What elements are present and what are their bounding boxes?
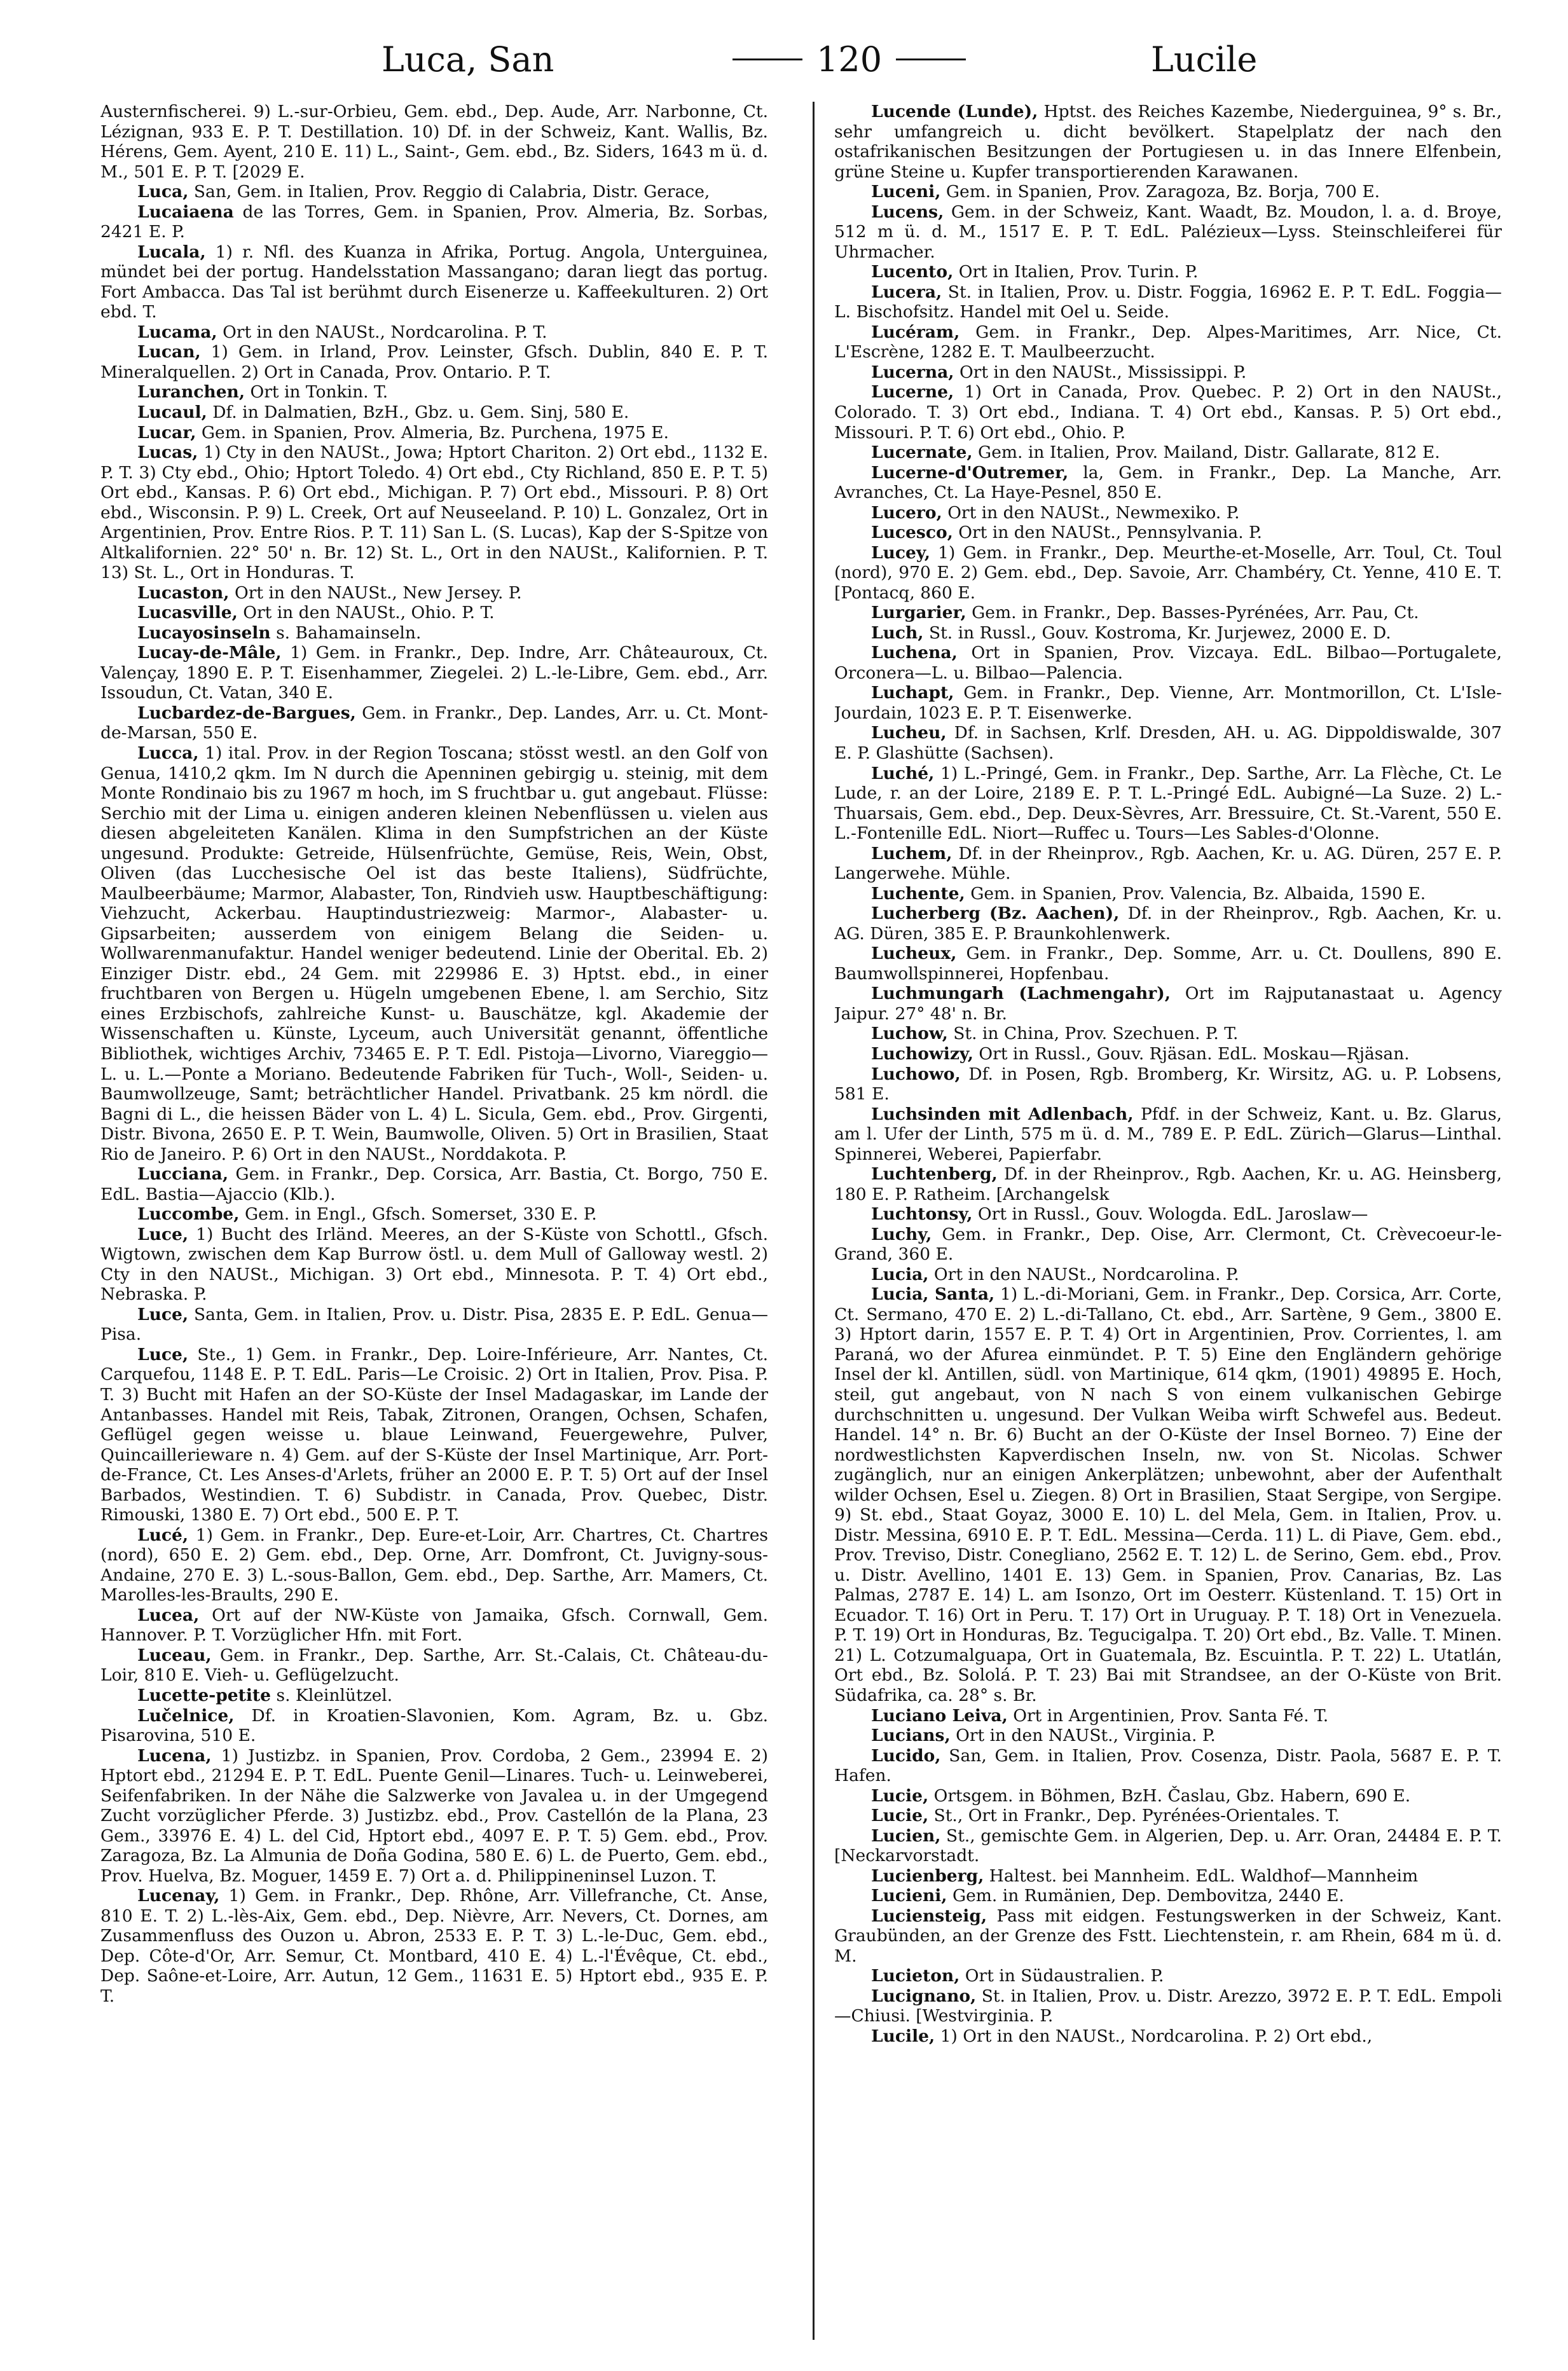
dictionary-entry [834, 202, 1502, 263]
dictionary-entry [100, 1605, 768, 1646]
dictionary-entry [834, 1986, 1502, 2026]
entry-headword: Lucheu, [871, 723, 947, 743]
entry-text: Gem. in Rumänien, Dep. Dembovitza, 2440 E. [947, 1886, 1344, 1906]
entry-headword: Lucerne, [871, 382, 954, 402]
entry-headword: Lucena, [137, 1745, 212, 1766]
entry-text: 1) ital. Prov. in der Region Toscana; stösst westl. an den Golf von Genua, 1410,2 qkm. Im N durch die Apenninen gebirgig u. steinig, mit dem Monte Rondinaio bis zu 1967 m hoch, im S fruchtbar u. gut angebaut. Flüsse: Serchio mit der Lima u. einigen anderen kleinen Nebenflüssen u. vielen aus diesen abgeleiteten Kanälen. Klima in den Sumpfstrichen an der Küste ungesund. Produkte: Getreide, Hülsenfrüchte, Gemüse, Reis, Wein, Obst, Oliven (das Lucchesische Oel ist das beste Italiens), Südfrüchte, Maulbeerbäume; Marmor, Alabaster, Ton, Rindvieh usw. Hauptbeschäftigung: Viehzucht, Ackerbau. Hauptindustriezweig: Marmor-, Alabaster- u. Gipsarbeiten; ausserdem von einigem Belang die Seiden- u. Wollwarenmanufaktur. Handel weniger bedeutend. Linie der Oberital. Eb. 2) Einziger Distr. ebd., 24 Gem. mit 229986 E. 3) Hptst. ebd., in einer fruchtbaren von Bergen u. Hügeln umgebenen Ebene, l. am Serchio, Sitz eines Erzbischofs, zahlreiche Kunst- u. Bauschätze, kgl. Akademie der Wissenschaften u. Künste, Lyceum, auch Universität genannt, öffentliche Bibliothek, wichtiges Archiv, 73465 E. P. T. Edl. Pistoja—Livorno, Viareggio—L. u. L.—Ponte a Moriano. Bedeutende Fabriken für Tuch-, Woll-, Seiden- u. Baumwollzeuge, Samt; beträchtlicher Handel. Privatbank. 25 km nördl. die Bagni di L., die heissen Bäder von L. 4) L. Sicula, Gem. ebd., Prov. Girgenti, Distr. Bivona, 2650 E. P. T. Wein, Baumwolle, Oliven. 5) Ort in Brasilien, Staat Rio de Janeiro. P. 6) Ort in den NAUSt., Norddakota. P. [100, 743, 768, 1164]
header-right-guide-word: Lucile [1151, 39, 1258, 79]
entry-headword: Lucciana, [137, 1164, 229, 1185]
entry-text: Gem. in der Schweiz, Kant. Waadt, Bz. Moudon, l. a. d. Broye, 512 m ü. d. M., 1517 E. P. T. EdL. Palézieux—Lyss. Steinschleiferei für Uhrmacher. [834, 202, 1502, 262]
entry-text: Gem. in Frankr., Dep. Vienne, Arr. Montmorillon, Ct. L'Isle-Jourdain, 1023 E. P. T. Eisenwerke. [834, 683, 1502, 723]
entry-headword: Lurgarier, [871, 603, 966, 623]
entry-headword: Lucherberg (Bz. Aachen), [871, 904, 1120, 924]
entry-text: Gem. in Frankr., Dep. Somme, Arr. u. Ct. Doullens, 890 E. Baumwollspinnerei, Hopfenbau. [834, 944, 1502, 984]
entry-text: Gem. in Frankr., Dep. Landes, Arr. u. Ct. Mont-de-Marsan, 550 E. [100, 703, 768, 743]
dictionary-entry [834, 1906, 1502, 1967]
dictionary-entry [834, 1104, 1502, 1165]
dictionary-entry [834, 463, 1502, 503]
entry-headword: Lucile, [871, 2026, 935, 2046]
dictionary-entry [100, 703, 768, 743]
entry-headword: Lucido, [871, 1745, 941, 1766]
dictionary-entry [100, 342, 768, 382]
entry-headword: Lucernate, [871, 443, 973, 463]
entry-headword: Luchena, [871, 643, 958, 663]
dictionary-entry [834, 683, 1502, 723]
entry-headword: Luciano Leiva, [871, 1705, 1008, 1726]
entry-text: Ort in den NAUSt., Pennsylvania. P. [952, 523, 1262, 543]
entry-headword: Lucera, [871, 282, 942, 302]
header-page-number [719, 39, 980, 79]
entry-headword: Lucians, [871, 1726, 951, 1746]
entry-text: Df. in der Rheinprov., Rgb. Aachen, Kr. u. AG. Heinsberg, 180 E. P. Ratheim. [Archangelsk [834, 1164, 1502, 1204]
entry-text: Ort in den NAUSt., Nordcarolina. P. T. [217, 322, 547, 342]
entry-text: Haltest. bei Mannheim. EdL. Waldhof—Mannheim [984, 1866, 1419, 1886]
dictionary-entry [100, 242, 768, 322]
dictionary-entry [100, 202, 768, 242]
dictionary-entry [834, 503, 1502, 523]
entry-text: St., gemischte Gem. in Algerien, Dep. u. Arr. Oran, 24484 E. P. T. [Neckarvorstadt. [834, 1825, 1502, 1866]
entry-text: Gem. in Spanien, Prov. Valencia, Bz. Albaida, 1590 E. [965, 883, 1426, 904]
entry-headword: Luranchen, [137, 382, 245, 402]
entry-text: Df. in Posen, Rgb. Bromberg, Kr. Wirsitz, AG. u. P. Lobsens, 581 E. [834, 1064, 1502, 1104]
entry-headword: Lucerna, [871, 362, 954, 382]
entry-text: Gem. in Italien, Prov. Mailand, Distr. Gallarate, 812 E. [972, 443, 1440, 463]
entry-text: Ort in Südaustralien. P. [959, 1966, 1164, 1986]
entry-text: Ort in Spanien, Prov. Vizcaya. EdL. Bilbao—Portugalete, Orconera—L. u. Bilbao—Palencia. [834, 643, 1502, 683]
entry-text: Ort in Russl., Gouv. Rjäsan. EdL. Moskau—Rjäsan. [973, 1043, 1410, 1064]
entry-headword: Lucbardez-de-Bargues, [137, 703, 356, 723]
entry-text: St. in Italien, Prov. u. Distr. Foggia, 16962 E. P. T. EdL. Foggia—L. Bischofsitz. Handel mit Oel u. Seide. [834, 282, 1502, 322]
dictionary-entry [834, 262, 1502, 282]
dictionary-entry [834, 1866, 1502, 1886]
entry-text: Ort in Argentinien, Prov. Santa Fé. T. [1007, 1705, 1329, 1726]
dictionary-entry [100, 643, 768, 703]
entry-text: Pfdf. in der Schweiz, Kant. u. Bz. Glarus, am l. Ufer der Linth, 575 m ü. d. M., 789 E. P. EdL. Zürich—Glarus—Linthal. Spinnerei, Weberei, Papierfabr. [834, 1104, 1502, 1164]
entry-headword: Lucende (Lunde), [871, 102, 1038, 121]
dictionary-entry [834, 1706, 1502, 1726]
dictionary-entry [834, 1024, 1502, 1044]
dictionary-entry [834, 182, 1502, 202]
dictionary-entry [834, 543, 1502, 603]
entry-text: Hptst. des Reiches Kazembe, Niederguinea, 9° s. Br., sehr umfangreich u. dicht bevölkert. Stapelplatz der nach den ostafrikanischen Besitzungen der Portugiesen u. in das Innere Elfenbein, grüne Steine u. Kupfer transportierenden Karawanen. [834, 102, 1502, 182]
header-left-guide-word: Luca, San [382, 39, 554, 79]
dictionary-entry [834, 1726, 1502, 1746]
dictionary-entry [100, 1706, 768, 1746]
dictionary-entry [100, 402, 768, 423]
entry-headword: Lucien, [871, 1825, 941, 1846]
entry-headword: Lucan, [137, 342, 201, 362]
dictionary-entry [100, 1305, 768, 1345]
entry-text: St., Ort in Frankr., Dep. Pyrénées-Orientales. T. [928, 1806, 1340, 1826]
entry-text: Austernfischerei. 9) L.-sur-Orbieu, Gem. ebd., Dep. Aude, Arr. Narbonne, Ct. Lézignan, 933 E. P. T. Destillation. 10) Df. in der Schweiz, Kant. Wallis, Bz. Hérens, Gem. Ayent, 210 E. 11) L., Saint-, Gem. ebd., Bz. Siders, 1643 m ü. d. M., 501 E. P. T. [2029 E. [100, 102, 768, 182]
entry-headword: Lucaiaena [137, 202, 234, 222]
dictionary-entry [100, 1345, 768, 1525]
entry-text: s. Bahamainseln. [270, 622, 422, 643]
entry-text: 1) Gem. in Frankr., Dep. Rhône, Arr. Villefranche, Ct. Anse, 810 E. T. 2) L.-lès-Aix, Gem. ebd., Dep. Nièvre, Arr. Nevers, Ct. Dornes, am Zusammenfluss des Ouzon u. Abron, 2533 E. P. T. 3) L.-le-Duc, Gem. ebd., Dep. Côte-d'Or, Arr. Semur, Ct. Montbard, 410 E. 4) L.-l'Évêque, Ct. ebd., Dep. Saône-et-Loire, Arr. Autun, 12 Gem., 11631 E. 5) Hptort ebd., 935 E. P. T. [100, 1886, 768, 2006]
entry-headword: Lucens, [871, 202, 944, 222]
entry-text: Ort in den NAUSt., Newmexiko. P. [942, 502, 1240, 523]
entry-headword: Lucca, [137, 743, 199, 763]
column-divider [813, 102, 815, 2340]
dictionary-entry [834, 1225, 1502, 1265]
dictionary-entry [834, 1284, 1502, 1705]
entry-headword: Luchowo, [871, 1064, 961, 1084]
entry-text: Ort in den NAUSt., Ohio. P. T. [237, 603, 495, 623]
entry-text: 1) Cty in den NAUSt., Jowa; Hptort Chariton. 2) Ort ebd., 1132 E. P. T. 3) Cty ebd., Ohio; Hptort Toledo. 4) Ort ebd., Cty Richland, 850 E. P. T. 5) Ort ebd., Kansas. P. 6) Ort ebd., Michigan. P. 7) Ort ebd., Missouri. P. 8) Ort ebd., Wisconsin. P. 9) L. Creek, Ort auf Neuseeland. P. 10) L. Gonzalez, Ort in Argentinien, Prov. Entre Rios. P. T. 11) San L. (S. Lucas), Kap der S-Spitze von Altkalifornien. 22° 50' n. Br. 12) St. L., Ort in den NAUSt., Kalifornien. P. T. 13) St. L., Ort in Honduras. T. [100, 443, 768, 583]
entry-headword: Lucé, [137, 1525, 189, 1545]
entry-text: 1) Gem. in Irland, Prov. Leinster, Gfsch. Dublin, 840 E. P. T. Mineralquellen. 2) Ort in Canada, Prov. Ontario. P. T. [100, 342, 768, 382]
entry-headword: Luchtonsy, [871, 1204, 973, 1225]
entry-headword: Luchow, [871, 1024, 948, 1044]
dictionary-entry [834, 884, 1502, 904]
entry-headword: Lucienberg, [871, 1866, 984, 1886]
entry-headword: Luchtenberg, [871, 1164, 998, 1185]
entry-text: St. in China, Prov. Szechuen. P. T. [947, 1024, 1239, 1044]
entry-headword: Lucea, [137, 1605, 200, 1625]
entry-headword: Lucheux, [871, 944, 957, 964]
entry-headword: Lucette-petite [137, 1685, 272, 1705]
page-number: 120 [816, 39, 883, 79]
dictionary-entry [100, 1164, 768, 1204]
entry-headword: Lucento, [871, 262, 954, 282]
entry-text: 1) Gem. in Frankr., Dep. Meurthe-et-Moselle, Arr. Toul, Ct. Toul (nord), 970 E. 2) Gem. ebd., Dep. Savoie, Arr. Chambéry, Ct. Yenne, 410 E. T. [Pontacq, 860 E. [834, 542, 1502, 603]
dictionary-entry [834, 603, 1502, 623]
dictionary-entry [100, 743, 768, 1164]
entry-headword: Luch, [871, 622, 924, 643]
entry-text: Santa, Gem. in Italien, Prov. u. Distr. Pisa, 2835 E. P. EdL. Genua—Pisa. [100, 1304, 768, 1345]
entry-headword: Lucerne-d'Outremer, [871, 462, 1069, 483]
dictionary-entry [100, 603, 768, 623]
dictionary-entry [834, 1064, 1502, 1104]
dictionary-entry [100, 443, 768, 583]
dictionary-entry [834, 764, 1502, 844]
dictionary-entry [834, 443, 1502, 463]
dictionary-entry [100, 1746, 768, 1886]
entry-text: Df. in der Rheinprov., Rgb. Aachen, Kr. u. AG. Düren, 385 E. P. Braunkohlenwerk. [834, 904, 1502, 944]
entry-headword: Luce, [137, 1304, 189, 1324]
entry-headword: Lucesco, [871, 523, 953, 543]
entry-headword: Lucignano, [871, 1986, 977, 2006]
entry-text: Ort auf der NW-Küste von Jamaika, Gfsch. Cornwall, Gem. Hannover. P. T. Vorzüglicher Hfn. mit Fort. [100, 1605, 768, 1646]
dictionary-entry [834, 282, 1502, 322]
entry-text: Pass mit eidgen. Festungswerken in der Schweiz, Kant. Graubünden, an der Grenze des Fstt. Liechtenstein, r. am Rhein, 684 m ü. d. M. [834, 1906, 1502, 1966]
dictionary-entry [834, 362, 1502, 383]
dictionary-entry [834, 623, 1502, 643]
entry-text: 1) Justizbz. in Spanien, Prov. Cordoba, 2 Gem., 23994 E. 2) Hptort ebd., 21294 E. P. T. EdL. Puente Genil—Linares. Tuch- u. Leinweberei, Seifenfabriken. In der Nähe die Salzwerke von Javalea u. in der Umgegend Zucht vorzüglicher Pferde. 3) Justizbz. ebd., Prov. Castellón de la Plana, 23 Gem., 33976 E. 4) L. del Cid, Hptort ebd., 4097 E. P. T. 5) Gem. ebd., Prov. Zaragoza, Bz. La Almunia de Doña Godina, 580 E. 6) L. de Puerto, Gem. ebd., Prov. Huelva, Bz. Moguer, 1459 E. 7) Ort a. d. Philippineninsel Luzon. T. [100, 1745, 768, 1886]
dictionary-entry [834, 984, 1502, 1024]
entry-text: Ort in Italien, Prov. Turin. P. [953, 262, 1199, 282]
entry-text: 1) r. Nfl. des Kuanza in Afrika, Portug. Angola, Unterguinea, mündet bei der portug. Handelsstation Massangano; daran liegt das portug. Fort Ambacca. Das Tal ist berühmt durch Eisenerze u. Kaffeekulturen. 2) Ort ebd. T. [100, 242, 768, 322]
entry-text: Gem. in Frankr., Dep. Sarthe, Arr. St.-Calais, Ct. Château-du-Loir, 810 E. Vieh- u. Geflügelzucht. [100, 1645, 768, 1686]
entry-text: Ort in den NAUSt., Mississippi. P. [954, 362, 1247, 382]
dictionary-entry [834, 643, 1502, 683]
entry-text: Ste., 1) Gem. in Frankr., Dep. Loire-Inférieure, Arr. Nantes, Ct. Carquefou, 1148 E. P. T. EdL. Paris—Le Croisic. 2) Ort in Italien, Prov. Pisa. P. T. 3) Bucht mit Hafen an der SO-Küste der Insel Madagaskar, im Lande der Antanbasses. Handel mit Reis, Tabak, Zitronen, Orangen, Ochsen, Schafen, Geflügel gegen weisse u. blaue Leinwand, Feuergewehre, Pulver, Quincaillerieware n. 4) Gem. auf der S-Küste der Insel Martinique, Arr. Port-de-France, Ct. Les Anses-d'Arlets, früher an 2000 E. P. T. 5) Ort auf der Insel Barbados, Westindien. T. 6) Subdistr. in Canada, Prov. Quebec, Distr. Rimouski, 1380 E. 7) Ort ebd., 500 E. P. T. [100, 1344, 768, 1525]
entry-headword: Luce, [137, 1224, 189, 1244]
entry-headword: Lucia, [871, 1264, 929, 1284]
dictionary-entry [100, 1686, 768, 1706]
dictionary-entry [834, 1746, 1502, 1786]
dictionary-entry [834, 382, 1502, 443]
entry-headword: Lucama, [137, 322, 217, 342]
dictionary-entry [834, 322, 1502, 362]
entry-text: Df. in Sachsen, Krlf. Dresden, AH. u. AG. Dippoldiswalde, 307 E. P. Glashütte (Sachsen). [834, 723, 1502, 763]
entry-text: Gem. in Spanien, Prov. Zaragoza, Bz. Borja, 700 E. [940, 182, 1380, 202]
entry-headword: Lucenay, [137, 1886, 220, 1906]
entry-headword: Lucero, [871, 502, 942, 523]
dictionary-entry [100, 382, 768, 402]
left-column [100, 102, 768, 2340]
entry-headword: Lucas, [137, 443, 198, 463]
dictionary-entry [834, 1966, 1502, 1986]
entry-text: St. in Italien, Prov. u. Distr. Arezzo, 3972 E. P. T. EdL. Empoli—Chiusi. [Westvirginia. P. [834, 1986, 1502, 2026]
header-dash-right [896, 58, 966, 60]
entry-headword: Lucieni, [871, 1886, 947, 1906]
entry-headword: Luceni, [871, 182, 941, 202]
entry-headword: Luciensteig, [871, 1906, 987, 1926]
entry-headword: Lucasville, [137, 603, 238, 623]
dictionary-entry [834, 1204, 1502, 1225]
dictionary-entry [834, 523, 1502, 543]
entry-headword: Luceau, [137, 1645, 212, 1665]
dictionary-entry [100, 182, 768, 202]
dictionary-entry [834, 844, 1502, 884]
entry-text: Ort im Rajputanastaat u. Agency Jaipur. 27° 48' n. Br. [834, 984, 1502, 1024]
entry-headword: Luchy, [871, 1224, 932, 1244]
entry-text: 1) L.-di-Moriani, Gem. in Frankr., Dep. Corsica, Arr. Corte, Ct. Sermano, 470 E. 2) L.-di-Tallano, Ct. ebd., Arr. Sartène, 9 Gem., 3800 E. 3) Hptort darin, 1557 E. P. T. 4) Ort in Argentinien, Prov. Corrientes, l. am Paraná, wo der Afurea einmündet. P. T. 5) Eine den Engländern gehörige Insel der kl. Antillen, südl. von Martinique, 614 qkm, (1901) 49895 E. Hoch, steil, gut angebaut, von N nach S von einem vulkanischen Gebirge durchschnitten u. ungesund. Der Vulkan Weiba wirft Schwefel aus. Bedeut. Handel. 14° n. Br. 6) Bucht an der O-Küste der Insel Borneo. 7) Eine der nordwestlichsten Kapverdischen Inseln, nw. von St. Nicolas. Schwer zugänglich, nur an einigen Ankerplätzen; unbewohnt, aber der Aufenthalt wilder Ochsen, Esel u. Ziegen. 8) Ort in Brasilien, Staat Sergipe, von Sergipe. 9) St. ebd., Staat Goyaz, 3000 E. 10) L. del Mela, Gem. in Italien, Prov. u. Distr. Messina, 6910 E. P. T. EdL. Messina—Cerda. 11) L. di Piave, Gem. ebd., Prov. Treviso, Distr. Conegliano, 2562 E. T. 12) L. de Serino, Gem. ebd., Prov. u. Distr. Avellino, 1401 E. 13) Gem. in Spanien, Prov. Canarias, Bz. Las Palmas, 2787 E. 14) L. am Isonzo, Ort im Oesterr. Küstenland. T. 15) Ort in Ecuador. T. 16) Ort in Peru. T. 17) Ort in Uruguay. P. T. 18) Ort in Venezuela. P. T. 19) Ort in Honduras, Bz. Tegucigalpa. T. 20) Ort ebd., Bz. Valle. T. Minen. 21) L. Cotzumalguapa, Ort in Guatemala, Bz. Escuintla. P. T. 22) L. Utatlán, Ort ebd., Bz. Sololá. P. T. 23) Bai mit Strandsee, an der O-Küste von Brit. Südafrika, ca. 28° s. Br. [834, 1284, 1502, 1705]
dictionary-entry [834, 1806, 1502, 1826]
entry-text: San, Gem. in Italien, Prov. Reggio di Calabria, Distr. Gerace, [188, 182, 710, 202]
entry-text: Gem. in Spanien, Prov. Almeria, Bz. Purchena, 1975 E. [196, 422, 669, 443]
entry-headword: Luce, [137, 1344, 189, 1364]
dictionary-entry [834, 1164, 1502, 1204]
entry-text: San, Gem. in Italien, Prov. Cosenza, Distr. Paola, 5687 E. P. T. Hafen. [834, 1745, 1502, 1786]
entry-text: Gem. in Engl., Gfsch. Somerset, 330 E. P. [239, 1204, 597, 1225]
entry-text: 1) Ort in den NAUSt., Nordcarolina. P. 2) Ort ebd., [935, 2026, 1373, 2046]
dictionary-entry [834, 944, 1502, 984]
entry-text: Ort in den NAUSt., Nordcarolina. P. [928, 1264, 1239, 1284]
entry-text: Gem. in Frankr., Dep. Basses-Pyrénées, Arr. Pau, Ct. [966, 603, 1419, 623]
entry-headword: Lucia, Santa, [871, 1284, 995, 1305]
dictionary-entry [100, 1646, 768, 1686]
entry-text: Ort in Russl., Gouv. Wologda. EdL. Jaroslaw— [972, 1204, 1368, 1225]
entry-text: la, Gem. in Frankr., Dep. La Manche, Arr. Avranches, Ct. La Haye-Pesnel, 850 E. [834, 462, 1502, 503]
dictionary-entry [100, 1886, 768, 2006]
dictionary-entry [100, 1225, 768, 1305]
dictionary-entry [100, 322, 768, 343]
dictionary-entry [100, 1525, 768, 1605]
entry-headword: Lucieton, [871, 1966, 960, 1986]
dictionary-entry [834, 723, 1502, 763]
entry-headword: Luchapt, [871, 683, 954, 703]
entry-headword: Luchsinden mit Adlenbach, [871, 1104, 1134, 1124]
entry-text: 1) Gem. in Frankr., Dep. Eure-et-Loir, Arr. Chartres, Ct. Chartres (nord), 650 E. 2) Gem. ebd., Dep. Orne, Arr. Domfront, Ct. Juvigny-sous-Andaine, 270 E. 3) L.-sous-Ballon, Gem. ebd., Dep. Sarthe, Arr. Mamers, Ct. Marolles-les-Braults, 290 E. [100, 1525, 768, 1605]
entry-headword: Luchem, [871, 843, 952, 863]
dictionary-entry [834, 1786, 1502, 1806]
entry-headword: Lucaul, [137, 402, 207, 422]
entry-headword: Lucayosinseln [137, 622, 271, 643]
right-column [834, 102, 1502, 2340]
dictionary-entry [834, 1826, 1502, 1866]
entry-text: 1) Gem. in Frankr., Dep. Indre, Arr. Châteauroux, Ct. Valençay, 1890 E. P. T. Eisenhammer, Ziegelei. 2) L.-le-Libre, Gem. ebd., Arr. Issoudun, Ct. Vatan, 340 E. [100, 643, 768, 703]
entry-text: St. in Russl., Gouv. Kostroma, Kr. Jurjewez, 2000 E. D. [923, 622, 1391, 643]
entry-headword: Lučelnice, [137, 1705, 235, 1726]
entry-headword: Lucay-de-Mâle, [137, 643, 282, 663]
entry-headword: Lucala, [137, 242, 206, 262]
entry-text: Df. in der Rheinprov., Rgb. Aachen, Kr. u. AG. Düren, 257 E. P. Langerwehe. Mühle. [834, 843, 1502, 884]
dictionary-entry [100, 1204, 768, 1225]
dictionary-entry [834, 1886, 1502, 1906]
entry-headword: Luca, [137, 182, 189, 202]
entry-text: de las Torres, Gem. in Spanien, Prov. Almeria, Bz. Sorbas, 2421 E. P. [100, 202, 768, 242]
entry-text: Ort in Tonkin. T. [245, 382, 389, 402]
dictionary-entry [834, 1265, 1502, 1285]
entry-text: Gem. in Frankr., Dep. Alpes-Maritimes, Arr. Nice, Ct. L'Escrène, 1282 E. T. Maulbeerzucht. [834, 322, 1502, 362]
entry-headword: Lucaston, [137, 582, 230, 603]
page-header [0, 0, 1568, 95]
dictionary-entry [834, 1044, 1502, 1064]
entry-headword: Luchowizy, [871, 1043, 973, 1064]
entry-text: Df. in Dalmatien, BzH., Gbz. u. Gem. Sinj, 580 E. [207, 402, 629, 422]
dictionary-entry [100, 102, 768, 182]
entry-headword: Luchente, [871, 883, 965, 904]
entry-text: s. Kleinlützel. [271, 1685, 393, 1705]
dictionary-entry [834, 904, 1502, 944]
entry-text: Gem. in Frankr., Dep. Oise, Arr. Clermont, Ct. Crèvecoeur-le-Grand, 360 E. [834, 1224, 1502, 1265]
entry-headword: Luchmungarh (Lachmengahr), [871, 984, 1171, 1004]
entry-headword: Luccombe, [137, 1204, 240, 1225]
entry-headword: Lucey, [871, 542, 930, 563]
entry-text: Ort in den NAUSt., New Jersey. P. [229, 582, 522, 603]
entry-headword: Luché, [871, 763, 935, 783]
entry-headword: Lucar, [137, 422, 196, 443]
dictionary-entry [100, 583, 768, 603]
dictionary-entry [834, 2026, 1502, 2047]
entry-headword: Lucie, [871, 1806, 929, 1826]
entry-text: Ortsgem. in Böhmen, BzH. Časlau, Gbz. Habern, 690 E. [928, 1785, 1411, 1806]
dictionary-entry [100, 423, 768, 443]
entry-headword: Lucéram, [871, 322, 960, 342]
entry-text: 1) Bucht des Irländ. Meeres, an der S-Küste von Schottl., Gfsch. Wigtown, zwischen dem Kap Burrow östl. u. dem Mull of Galloway westl. 2) Cty in den NAUSt., Michigan. 3) Ort ebd., Minnesota. P. T. 4) Ort ebd., Nebraska. P. [100, 1224, 768, 1305]
entry-text: 1) L.-Pringé, Gem. in Frankr., Dep. Sarthe, Arr. La Flèche, Ct. Le Lude, r. an der Loire, 2189 E. P. T. L.-Pringé EdL. Aubigné—La Suze. 2) L.-Thuarsais, Gem. ebd., Dep. Deux-Sèvres, Arr. Bressuire, Ct. St.-Varent, 550 E. L.-Fontenille EdL. Niort—Ruffec u. Tours—Les Sables-d'Olonne. [834, 763, 1502, 844]
entry-text: 1) Ort in Canada, Prov. Quebec. P. 2) Ort in den NAUSt., Colorado. T. 3) Ort ebd., Indiana. T. 4) Ort ebd., Kansas. P. 5) Ort ebd., Missouri. P. T. 6) Ort ebd., Ohio. P. [834, 382, 1502, 443]
entry-text: Df. in Kroatien-Slavonien, Kom. Agram, Bz. u. Gbz. Pisarovina, 510 E. [100, 1705, 768, 1746]
dictionary-entry [834, 102, 1502, 182]
entry-text: Ort in den NAUSt., Virginia. P. [950, 1726, 1216, 1746]
dictionary-entry [100, 623, 768, 643]
entry-text: Gem. in Frankr., Dep. Corsica, Arr. Bastia, Ct. Borgo, 750 E. EdL. Bastia—Ajaccio (Klb.). [100, 1164, 768, 1204]
header-dash-left [732, 58, 802, 60]
entry-headword: Lucie, [871, 1785, 929, 1806]
